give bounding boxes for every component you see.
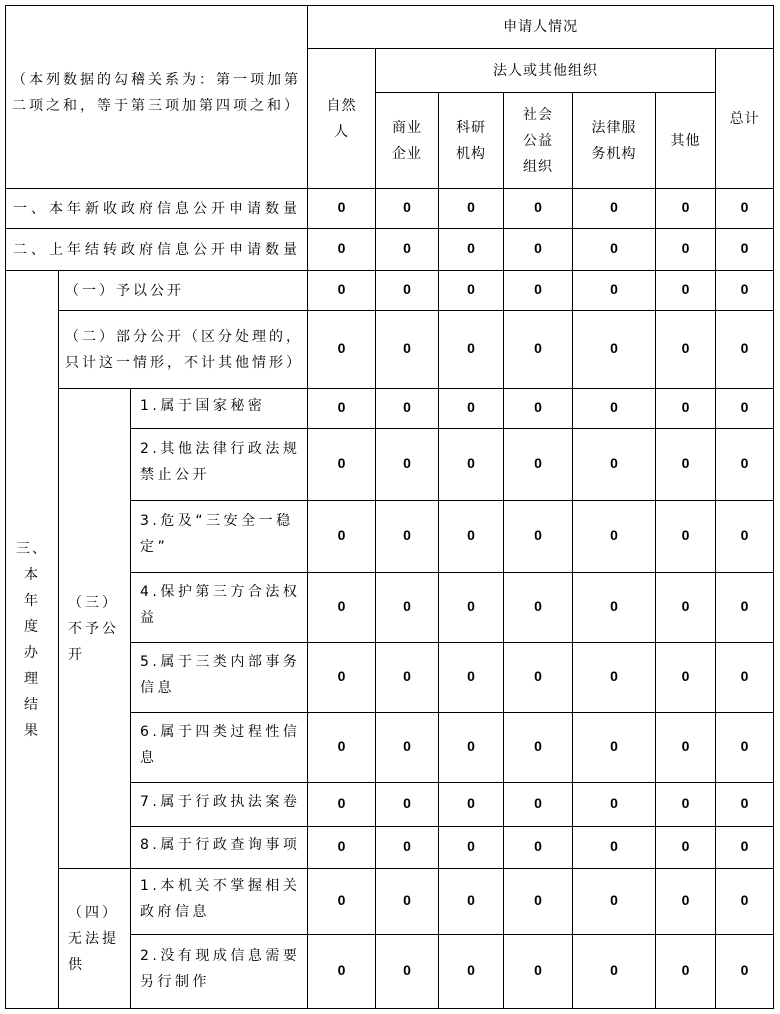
value-public-welfare-org: 0 [504, 429, 573, 501]
value-natural-person: 0 [308, 271, 376, 311]
value-legal-service-org: 0 [573, 429, 656, 501]
value-legal-service-org: 0 [573, 869, 656, 935]
value-commercial-enterprise: 0 [376, 501, 439, 573]
value-other-org: 0 [656, 713, 716, 783]
value-research-institution: 0 [439, 827, 504, 869]
value-legal-service-org: 0 [573, 713, 656, 783]
value-research-institution: 0 [439, 311, 504, 389]
value-commercial-enterprise: 0 [376, 429, 439, 501]
value-commercial-enterprise: 0 [376, 189, 439, 229]
row-label-process-information: 6.属于四类过程性信 息 [131, 713, 308, 783]
value-total: 0 [716, 389, 774, 429]
value-legal-service-org: 0 [573, 189, 656, 229]
value-research-institution: 0 [439, 271, 504, 311]
value-legal-service-org: 0 [573, 229, 656, 271]
value-natural-person: 0 [308, 229, 376, 271]
corner-note: （本列数据的勾稽关系为：第一项加第 二项之和，等于第三项加第四项之和） [6, 6, 308, 189]
value-public-welfare-org: 0 [504, 189, 573, 229]
value-research-institution: 0 [439, 573, 504, 643]
value-natural-person: 0 [308, 783, 376, 827]
header-legal-and-other-orgs: 法人或其他组织 [376, 49, 716, 93]
value-total: 0 [716, 869, 774, 935]
value-research-institution: 0 [439, 935, 504, 1009]
value-public-welfare-org: 0 [504, 869, 573, 935]
value-other-org: 0 [656, 229, 716, 271]
value-natural-person: 0 [308, 429, 376, 501]
row-label-endangers-security-stability: 3.危及“三安全一稳 定” [131, 501, 308, 573]
value-public-welfare-org: 0 [504, 501, 573, 573]
value-research-institution: 0 [439, 713, 504, 783]
value-natural-person: 0 [308, 501, 376, 573]
value-public-welfare-org: 0 [504, 229, 573, 271]
value-commercial-enterprise: 0 [376, 783, 439, 827]
value-public-welfare-org: 0 [504, 389, 573, 429]
value-research-institution: 0 [439, 389, 504, 429]
value-natural-person: 0 [308, 643, 376, 713]
value-research-institution: 0 [439, 869, 504, 935]
value-public-welfare-org: 0 [504, 573, 573, 643]
value-total: 0 [716, 501, 774, 573]
value-total: 0 [716, 229, 774, 271]
section-label-results: 三、 本 年 度 办 理 结 果 [6, 271, 59, 1009]
value-public-welfare-org: 0 [504, 271, 573, 311]
value-other-org: 0 [656, 311, 716, 389]
value-total: 0 [716, 429, 774, 501]
group-label-not-disclosed: （三） 不予公 开 [59, 389, 131, 869]
value-other-org: 0 [656, 643, 716, 713]
row-label-partially-disclosed: （二）部分公开（区分处理的， 只计这一情形，不计其他情形） [59, 311, 308, 389]
value-legal-service-org: 0 [573, 501, 656, 573]
group-label-unable-to-provide: （四） 无法提 供 [59, 869, 131, 1009]
value-total: 0 [716, 643, 774, 713]
value-commercial-enterprise: 0 [376, 389, 439, 429]
value-legal-service-org: 0 [573, 643, 656, 713]
header-commercial-enterprise: 商业 企业 [376, 93, 439, 189]
value-commercial-enterprise: 0 [376, 229, 439, 271]
value-public-welfare-org: 0 [504, 827, 573, 869]
value-legal-service-org: 0 [573, 783, 656, 827]
value-legal-service-org: 0 [573, 935, 656, 1009]
row-label-administrative-inquiry: 8.属于行政查询事项 [131, 827, 308, 869]
value-commercial-enterprise: 0 [376, 869, 439, 935]
value-research-institution: 0 [439, 429, 504, 501]
value-public-welfare-org: 0 [504, 713, 573, 783]
value-total: 0 [716, 713, 774, 783]
value-other-org: 0 [656, 935, 716, 1009]
value-research-institution: 0 [439, 501, 504, 573]
value-total: 0 [716, 935, 774, 1009]
value-legal-service-org: 0 [573, 827, 656, 869]
value-commercial-enterprise: 0 [376, 271, 439, 311]
value-total: 0 [716, 311, 774, 389]
value-research-institution: 0 [439, 189, 504, 229]
value-commercial-enterprise: 0 [376, 643, 439, 713]
value-natural-person: 0 [308, 935, 376, 1009]
value-legal-service-org: 0 [573, 311, 656, 389]
row-label-info-not-held: 1.本机关不掌握相关 政府信息 [131, 869, 308, 935]
value-natural-person: 0 [308, 713, 376, 783]
value-research-institution: 0 [439, 783, 504, 827]
value-public-welfare-org: 0 [504, 643, 573, 713]
value-commercial-enterprise: 0 [376, 311, 439, 389]
row-label-internal-affairs: 5.属于三类内部事务 信息 [131, 643, 308, 713]
value-other-org: 0 [656, 189, 716, 229]
header-research-institution: 科研 机构 [439, 93, 504, 189]
disclosure-statistics-table [5, 5, 774, 1009]
value-other-org: 0 [656, 389, 716, 429]
header-total: 总计 [716, 49, 774, 189]
value-other-org: 0 [656, 783, 716, 827]
row-label-requires-new-production: 2.没有现成信息需要 另行制作 [131, 935, 308, 1009]
header-other-org: 其他 [656, 93, 716, 189]
value-total: 0 [716, 271, 774, 311]
value-other-org: 0 [656, 429, 716, 501]
value-total: 0 [716, 573, 774, 643]
value-natural-person: 0 [308, 189, 376, 229]
value-natural-person: 0 [308, 311, 376, 389]
value-other-org: 0 [656, 869, 716, 935]
row-label-third-party-rights: 4.保护第三方合法权 益 [131, 573, 308, 643]
row-label-prohibited-by-law: 2.其他法律行政法规 禁止公开 [131, 429, 308, 501]
value-commercial-enterprise: 0 [376, 935, 439, 1009]
value-natural-person: 0 [308, 389, 376, 429]
row-label-state-secret: 1.属于国家秘密 [131, 389, 308, 429]
header-natural-person: 自然 人 [308, 49, 376, 189]
value-total: 0 [716, 783, 774, 827]
value-other-org: 0 [656, 501, 716, 573]
value-commercial-enterprise: 0 [376, 827, 439, 869]
value-other-org: 0 [656, 271, 716, 311]
row-label-enforcement-files: 7.属于行政执法案卷 [131, 783, 308, 827]
value-public-welfare-org: 0 [504, 783, 573, 827]
value-natural-person: 0 [308, 827, 376, 869]
value-legal-service-org: 0 [573, 389, 656, 429]
row-label-new-requests: 一、本年新收政府信息公开申请数量 [6, 189, 308, 229]
header-legal-service-org: 法律服 务机构 [573, 93, 656, 189]
value-public-welfare-org: 0 [504, 935, 573, 1009]
value-total: 0 [716, 827, 774, 869]
row-label-disclosed: （一）予以公开 [59, 271, 308, 311]
value-legal-service-org: 0 [573, 271, 656, 311]
value-commercial-enterprise: 0 [376, 573, 439, 643]
value-legal-service-org: 0 [573, 573, 656, 643]
value-other-org: 0 [656, 827, 716, 869]
value-other-org: 0 [656, 573, 716, 643]
value-natural-person: 0 [308, 573, 376, 643]
value-natural-person: 0 [308, 869, 376, 935]
value-research-institution: 0 [439, 643, 504, 713]
value-research-institution: 0 [439, 229, 504, 271]
row-label-carried-over-requests: 二、上年结转政府信息公开申请数量 [6, 229, 308, 271]
header-public-welfare-org: 社会 公益 组织 [504, 93, 573, 189]
value-total: 0 [716, 189, 774, 229]
header-applicant-info: 申请人情况 [308, 6, 774, 49]
value-public-welfare-org: 0 [504, 311, 573, 389]
value-commercial-enterprise: 0 [376, 713, 439, 783]
